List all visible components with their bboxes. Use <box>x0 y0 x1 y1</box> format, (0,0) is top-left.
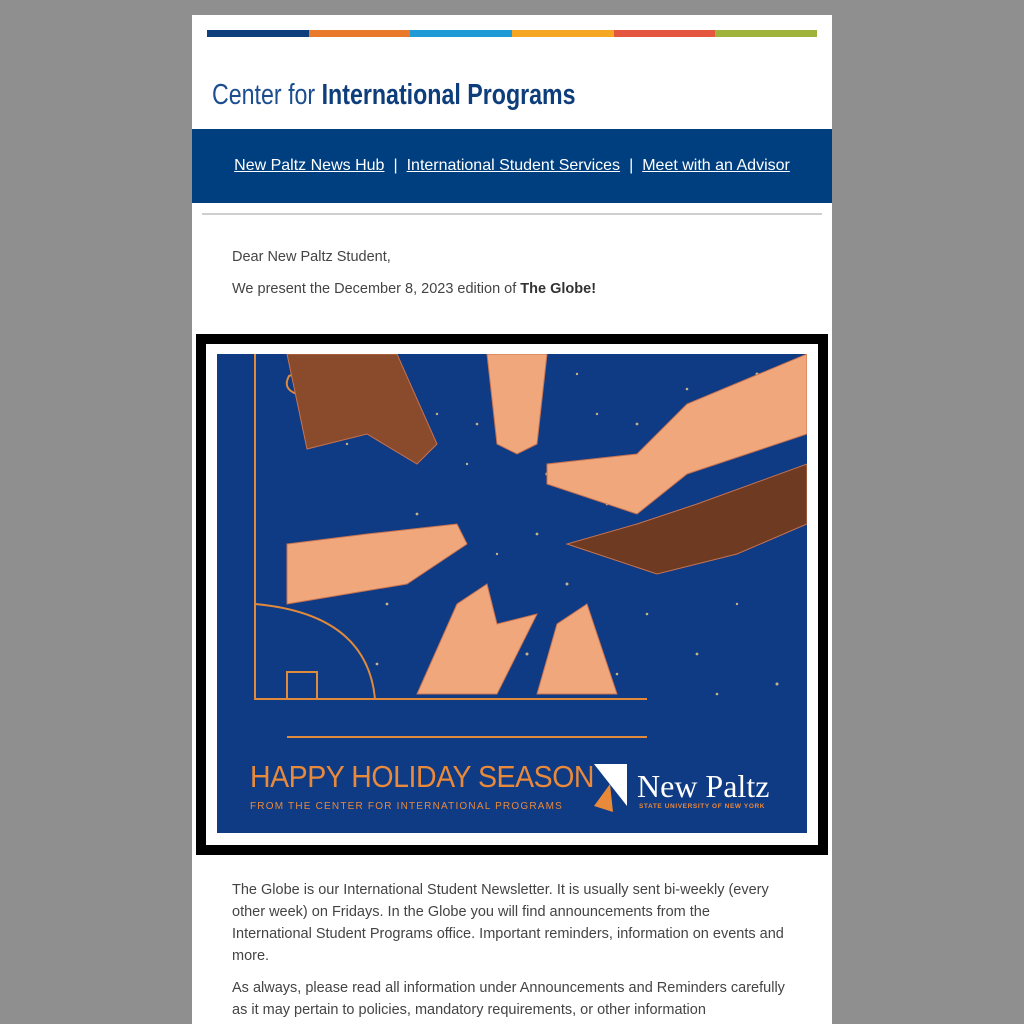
edition-prefix: We present the December 8, 2023 edition of <box>232 281 521 297</box>
edition-title: The Globe! <box>520 281 597 297</box>
edition-text <box>232 278 792 300</box>
color-stripe-bar <box>207 30 817 37</box>
nav-separator: | <box>629 157 634 174</box>
holiday-banner-frame <box>196 334 828 855</box>
nav-link-news-hub[interactable]: New Paltz News Hub <box>234 157 385 174</box>
nav-bar <box>192 129 832 203</box>
greeting-text: Dear New Paltz Student, <box>232 249 391 265</box>
color-stripe <box>410 30 512 37</box>
logo-bold-text: International Programs <box>321 79 576 111</box>
center-logo <box>212 77 666 113</box>
banner-brand: New Paltz <box>637 768 770 804</box>
color-stripe <box>715 30 817 37</box>
banner-brand-sub: STATE UNIVERSITY OF NEW YORK <box>639 803 766 810</box>
banner-subline: FROM THE CENTER FOR INTERNATIONAL PROGRAMS <box>250 801 564 812</box>
nav-separator: | <box>393 157 398 174</box>
logo-light-text: Center for <box>212 79 316 111</box>
color-stripe <box>512 30 614 37</box>
divider <box>202 213 822 215</box>
nav-link-meet-advisor[interactable]: Meet with an Advisor <box>642 157 790 174</box>
intro-paragraph: The Globe is our International Student Newsletter. It is usually sent bi-weekly (every other week) on Fridays. In the Globe you will find announcements from the International Student Programs office. Important reminders, information on events and more. <box>232 882 784 964</box>
color-stripe <box>309 30 411 37</box>
email-container <box>192 15 832 1024</box>
color-stripe <box>207 30 309 37</box>
banner-headline: HAPPY HOLIDAY SEASON <box>250 759 595 795</box>
color-stripe <box>614 30 716 37</box>
nav-link-student-services[interactable]: International Student Services <box>406 157 621 174</box>
reminder-paragraph: As always, please read all information under Announcements and Reminders carefully as it may pertain to policies, mandatory requirements, or other information <box>232 980 785 1018</box>
holiday-banner-image[interactable] <box>217 354 807 833</box>
